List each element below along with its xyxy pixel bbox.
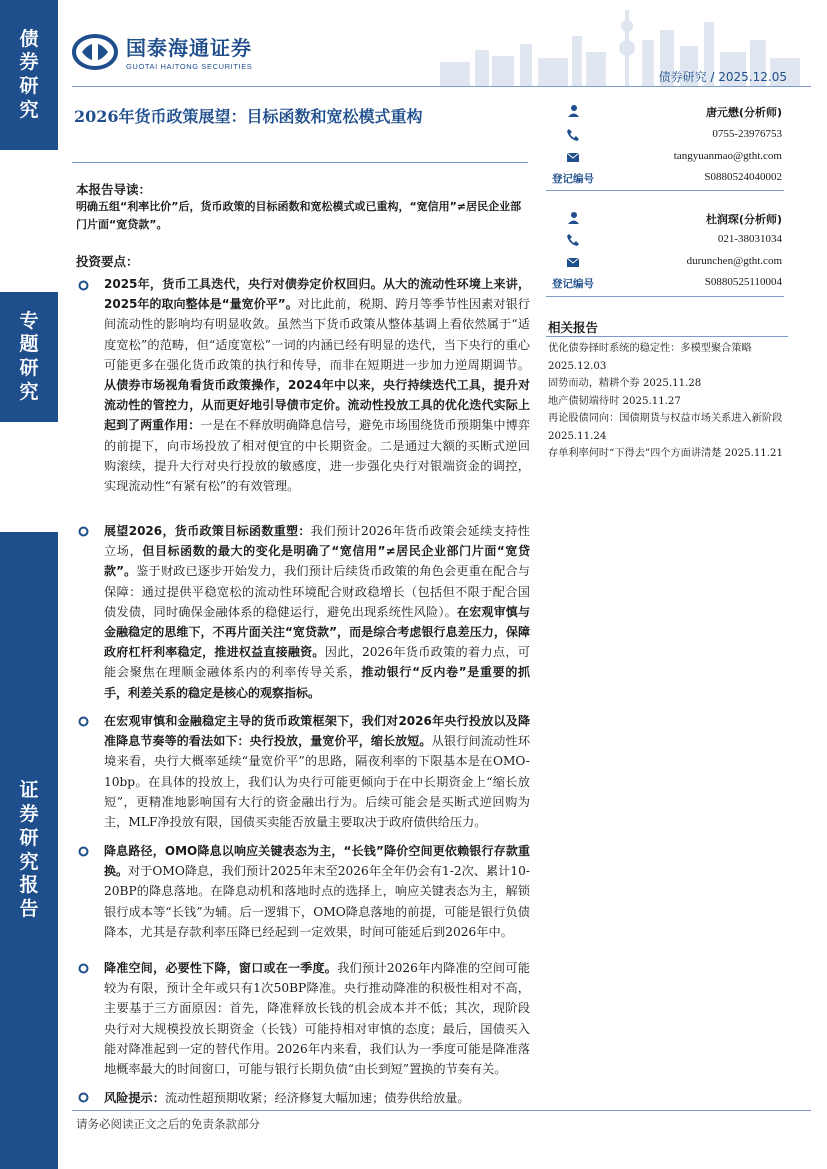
bullet-icon — [78, 280, 89, 291]
analyst-card — [548, 211, 788, 291]
person-icon — [566, 104, 580, 118]
key-points-heading: 投资要点： — [76, 254, 139, 269]
logo-mark-icon — [72, 33, 118, 71]
para-text: 一是在不释放明确降息信号，避免市场围绕货币预期集中博弈的前提下，向市场投放了相对便宜的中长期资金。二是通过大额的买断式逆回购滚续，提升大行对央行投放的敏感度，进一步强化央行对银端资金的调控，实现流动性“有紧有松”的有效管理。 — [104, 418, 530, 494]
side-tab-char: 研 — [19, 826, 39, 849]
analyst-card — [548, 104, 788, 184]
registration-label: 登记编号 — [552, 278, 594, 290]
company-logo — [72, 32, 252, 71]
side-tab-securities-report — [0, 532, 58, 1169]
para-text: 因此，2026年货币政策的着力点，可能会聚焦在理顺金融体系内的利率传导关系， — [104, 645, 530, 680]
footer-divider — [72, 1110, 811, 1111]
risk-warning — [104, 1089, 534, 1106]
para-text: 我们预计2026年内降准的空间可能较为有限，预计全年或只有1次50BP降准。央行推动降准的积极性相对不高，主要基于三方面原因：首先，降准释放长钱的机会成本并不低；其次，现阶段央行对大规模投放长期资金（长钱）可能持相对审慎的态度；最后，国债买入能对降准起到一定的替代作用。2026年内来看，我们认为一季度可能是降准落地概率最大的时间窗口，可能与银行长期负债“由长到短”置换的节奏有关。 — [104, 961, 530, 1077]
related-report-item[interactable]: 存单利率何时“下得去”四个方面讲清楚 2025.11.21 — [548, 448, 783, 459]
related-report-item[interactable]: 再论股债同向：国债期货与权益市场关系进入新阶段 2025.11.24 — [548, 413, 783, 442]
bullet-icon — [78, 526, 89, 537]
analyst-name: 杜润琛(分析师) — [705, 213, 782, 226]
analyst-divider — [546, 190, 784, 191]
para-bold: 降准空间，必要性下降，窗口或在一季度。 — [104, 961, 338, 975]
registration-number: S0880525110004 — [704, 276, 782, 288]
para-bold: 但目标函数的最大的变化是明确了“宽信用”≠居民企业部门片面“宽贷款”。 — [104, 544, 531, 579]
side-tab-char: 研 — [19, 75, 39, 97]
email-icon — [566, 255, 580, 269]
header-divider — [72, 86, 811, 87]
analyst-phone: 0755-23976753 — [712, 128, 782, 140]
related-reports-list — [548, 340, 788, 463]
risk-text: 流动性超预期收紧；经济修复大幅加速；债券供给放量。 — [164, 1091, 470, 1105]
analyst-name: 唐元懋(分析师) — [705, 106, 782, 119]
side-tab-char: 究 — [19, 380, 39, 403]
title-divider — [72, 162, 528, 163]
para-text: 从银行间流动性环境来看，央行大概率延续“量宽价平”的思路，隔夜利率的下限基本是在OMO-10bp。在具体的投放上，我们认为央行可能更倾向于在中长期资金上“缩长放短”，更精准地影响国有大行的资金融出行为。后续可能会是买断式逆回购为主，MLF净投放有限，国债买卖能否放量主要取决于政府债供给压力。 — [104, 734, 531, 830]
para-bold: 2025年，货币工具迭代，央行对债券定价权回归。从大的流动性环境上来讲，2025年的取向整体是“量宽价平”。 — [104, 277, 530, 312]
bullet-icon — [78, 963, 89, 974]
side-tab-char: 研 — [19, 357, 39, 379]
related-report-item[interactable]: 地产债韧端待时 2025.11.27 — [548, 395, 681, 407]
analyst-divider — [546, 296, 784, 297]
bullet-icon — [78, 716, 89, 727]
side-tab-char: 究 — [19, 850, 39, 873]
key-point-paragraph — [104, 521, 530, 703]
registration-number: S0880524040002 — [704, 171, 782, 183]
para-text: 我们预计2026年货币政策会延续支持性立场， — [104, 524, 530, 559]
registration-label: 登记编号 — [552, 173, 594, 185]
report-title: 2026年货币政策展望：目标函数和宽松模式重构 — [74, 107, 423, 126]
side-tab-char: 券 — [19, 51, 39, 74]
key-point-paragraph — [104, 841, 530, 942]
side-tab-bond-research — [0, 0, 58, 150]
side-tab-special-research — [0, 292, 58, 422]
guide-body: 明确五组“利率比价”后，货币政策的目标函数和宽松模式或已重构，“宽信用”≠居民企业部门片面“宽贷款”。 — [76, 200, 522, 231]
key-point-paragraph — [104, 958, 530, 1079]
side-tab-char: 题 — [19, 333, 39, 356]
side-tab-char: 专 — [19, 309, 39, 332]
guide-heading: 本报告导读： — [76, 182, 152, 197]
bullet-icon — [78, 1092, 89, 1103]
para-bold: 在宏观审慎和金融稳定主导的货币政策框架下，我们对2026年央行投放以及降准降息节奏等的看法如下：央行投放，量宽价平，缩长放短。 — [104, 714, 530, 749]
report-category-date: 债券研究 / 2025.12.05 — [658, 70, 787, 84]
risk-label: 风险提示： — [104, 1091, 165, 1105]
para-bold: 从债券市场视角看货币政策操作，2024年中以来，央行持续迭代工具，提升对流动性的管控力，从而更好地引导债市定价。流动性投放工具的优化迭代实际上起到了两重作用： — [104, 378, 530, 433]
side-tab-char: 债 — [19, 27, 39, 50]
bullet-icon — [78, 846, 89, 857]
disclaimer-note: 请务必阅读正文之后的免责条款部分 — [76, 1117, 260, 1131]
related-report-item[interactable]: 固势而动，精耕个券 2025.11.28 — [548, 378, 702, 389]
logo-text-cn: 国泰海通证券 — [126, 36, 252, 60]
side-tab-char: 告 — [19, 898, 39, 920]
para-text: 对于OMO降息，我们预计2025年末至2026年全年仍会有1-2次、累计10-20BP的降息落地。在降息动机和落地时点的选择上，响应关键表态为主，解锁银行成本等“长钱”为辅。后一逻辑下，OMO降息落地的前提，可能是银行负债降本，尤其是存款利率压降已经起到一定效果，时间可能延后到2026年中。 — [104, 864, 530, 939]
analyst-phone: 021-38031034 — [717, 233, 782, 245]
phone-icon — [566, 128, 580, 142]
side-tab-char: 证 — [19, 779, 39, 802]
logo-text-en: GUOTAI HAITONG SECURITIES — [126, 62, 253, 71]
para-bold: 在宏观审慎与金融稳定的思维下，不再片面关注“宽贷款”，而是综合考虑银行息差压力，保障政府杠杆利率稳定，推进权益直接融资。 — [104, 604, 530, 660]
key-point-paragraph — [104, 711, 530, 832]
key-point-paragraph — [104, 274, 530, 496]
side-tab-char: 券 — [19, 803, 39, 825]
para-text: 鉴于财政已逐步开始发力，我们预计后续货币政策的角色会更重在配合与保障：通过提供平稳宽松的流动性环境配合财政稳增长（包括但不限于配合国债发债，同时确保金融体系的稳健运行，避免出现系统性风险）。 — [104, 564, 530, 619]
analyst-email[interactable]: tangyuanmao@gtht.com — [673, 150, 782, 162]
side-tab-char: 报 — [19, 874, 39, 897]
analyst-email[interactable]: durunchen@gtht.com — [686, 255, 782, 267]
para-bold: 推动银行“反内卷”是重要的抓手，利差关系的稳定是核心的观察指标。 — [104, 665, 531, 700]
related-divider — [546, 336, 788, 337]
side-tab-char: 究 — [19, 98, 39, 121]
related-reports-heading: 相关报告 — [548, 320, 599, 335]
phone-icon — [566, 233, 580, 247]
para-bold: 展望2026，货币政策目标函数重塑： — [104, 524, 311, 538]
para-text: 对比此前，税期、跨月等季节性因素对银行间流动性的影响均有明显收敛。虽然当下货币政策从整体基调上看依然属于“适度宽松”的范畴，但“适度宽松”一词的内涵已经有明显的迭代，当下央行的重心可能更多在强化货币政策的执行和传导，而非在短期进一步加力逆周期调节。 — [104, 297, 530, 372]
related-report-item[interactable]: 优化债券择时系统的稳定性：多模型聚合策略 2025.12.03 — [548, 343, 752, 372]
para-bold: 降息路径，OMO降息以响应关键表态为主，“长钱”降价空间更依赖银行存款重换。 — [104, 844, 530, 879]
person-icon — [566, 211, 580, 225]
email-icon — [566, 150, 580, 164]
